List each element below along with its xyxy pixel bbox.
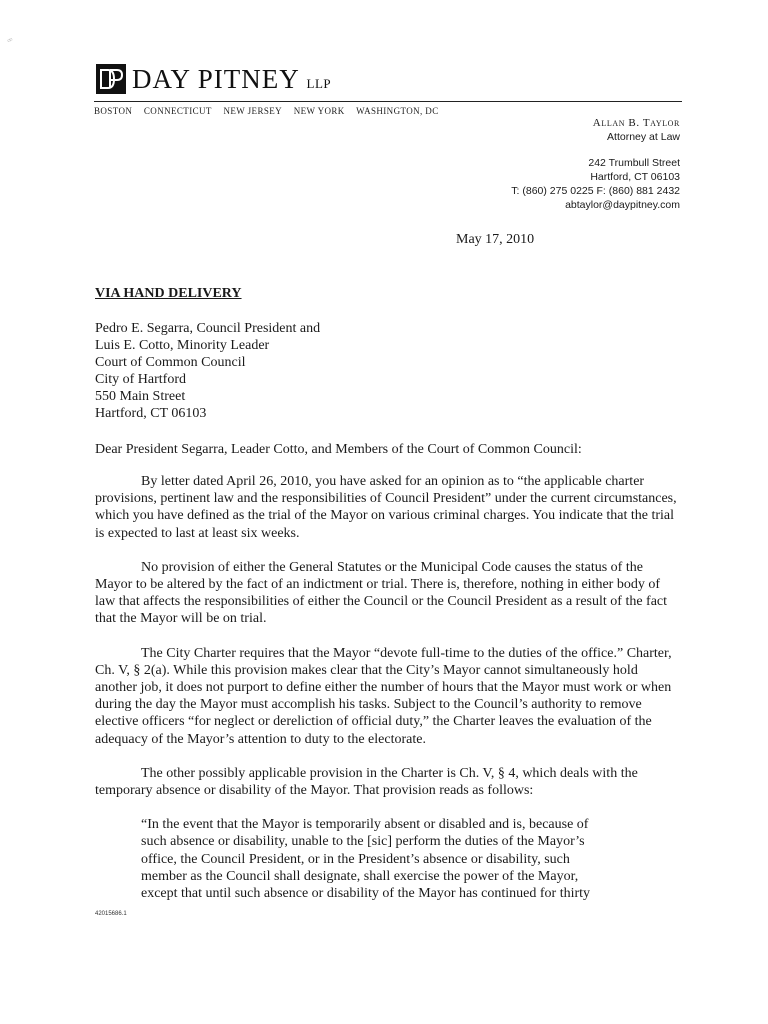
day-pitney-logo-icon <box>96 64 126 94</box>
recipient-address <box>95 320 320 422</box>
sender-name: Allan B. Taylor <box>592 117 680 129</box>
recipient-line: 550 Main Street <box>95 389 186 404</box>
firm-name <box>132 63 331 100</box>
scan-artifact: ꟹ <box>5 35 16 47</box>
letter-date: May 17, 2010 <box>456 232 535 247</box>
sender-phone: T: (860) 275 0225 F: (860) 881 2432 <box>511 185 680 197</box>
charter-quote: “In the event that the Mayor is temporarily absent or disabled and is, because of such absence or disability, unable to the [sic] perform the duties of the Mayor’s office, the Council President, or in the President’s absence or disability, such member as the Council shall designate, shall exercise the power of the Mayor, except that until such absence or disability of the Mayor has continued for thirty <box>141 817 591 902</box>
office-location: WASHINGTON, DC <box>356 106 439 116</box>
office-location: NEW JERSEY <box>223 106 283 116</box>
office-location: BOSTON <box>94 106 133 116</box>
sender-street: 242 Trumbull Street <box>588 157 680 169</box>
recipient-line: City of Hartford <box>95 372 186 387</box>
recipient-line: Pedro E. Segarra, Council President and <box>95 321 321 336</box>
sender-title: Attorney at Law <box>607 131 680 143</box>
letter-body <box>95 473 681 902</box>
body-paragraph: No provision of either the General Statutes or the Municipal Code causes the status of the Mayor to be altered by the fact of an indictment or trial. There is, therefore, nothing in either body of law that affects the responsibilities of either the Council or the Council President as a result of the fact that the Mayor will be on trial. <box>95 559 668 627</box>
body-paragraph: The other possibly applicable provision in the Charter is Ch. V, § 4, which deals with the temporary absence or disability of the Mayor. That provision reads as follows: <box>95 765 638 799</box>
letterhead-rule <box>94 101 682 102</box>
recipient-line: Luis E. Cotto, Minority Leader <box>95 338 270 353</box>
firm-name-text: DAY PITNEY <box>132 64 299 94</box>
office-location: CONNECTICUT <box>143 106 212 116</box>
body-paragraph: By letter dated April 26, 2010, you have asked for an opinion as to “the applicable charter provisions, pertinent law and the responsibilities of Council President” under the current circumstances, which you have defined as the trial of the Mayor on various criminal charges. You indicate that the trial is expected to last at least six weeks. <box>95 474 677 541</box>
recipient-line: Court of Common Council <box>95 355 246 370</box>
office-location: NEW YORK <box>293 106 345 116</box>
sender-city: Hartford, CT 06103 <box>590 171 680 183</box>
sender-email: abtaylor@daypitney.com <box>565 199 680 211</box>
delivery-method: VIA HAND DELIVERY <box>95 286 242 301</box>
body-paragraph: The City Charter requires that the Mayor “devote full-time to the duties of the office.” Charter, Ch. V, § 2(a). While this provision makes clear that the City’s Mayor cannot simultaneously hold another job, it does not purport to define either the number of hours that the Mayor must work or when during the day the Mayor must accomplish his tasks. Subject to the Council’s authority to remove elective officers “for neglect or dereliction of official duty,” the Charter leaves the evaluation of the adequacy of the Mayor’s attention to duty to the electorate. <box>95 645 672 747</box>
recipient-line: Hartford, CT 06103 <box>95 406 207 421</box>
office-locations <box>94 106 448 116</box>
firm-suffix: LLP <box>306 76 332 91</box>
document-id: 42015686.1 <box>95 911 127 917</box>
salutation: Dear President Segarra, Leader Cotto, and Members of the Court of Common Council: <box>95 442 582 457</box>
sender-block <box>511 116 680 212</box>
